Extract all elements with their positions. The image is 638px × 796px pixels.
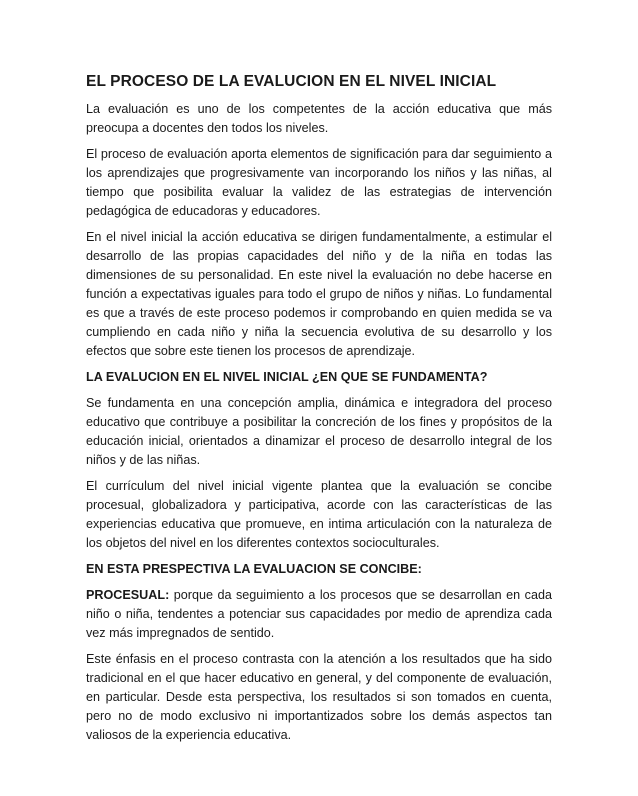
document-page	[86, 72, 552, 752]
paragraph-intro: La evaluación es uno de los competentes de la acción educativa que más preocupa a docentes den todos los niveles.	[86, 102, 552, 135]
paragraph-curriculum: El currículum del nivel inicial vigente plantea que la evaluación se concibe procesual, globalizadora y participativa, acorde con las características de las experiencias educativa que promueve, en intima articulación con la naturaleza de los objetos del nivel en los diferentes contextos socioculturales.	[86, 479, 552, 550]
paragraph-evaluation-process: El proceso de evaluación aporta elementos de significación para dar seguimiento a los aprendizajes que progresivamente van incorporando los niños y las niñas, al tiempo que posibilita evaluar la validez de las estrategias de intervención pedagógica de educadoras y educadores.	[86, 147, 552, 218]
paragraph-procesual	[86, 586, 552, 643]
section-heading-perspective: EN ESTA PRESPECTIVA LA EVALUACION SE CONCIBE:	[86, 562, 422, 576]
paragraph-initial-level: En el nivel inicial la acción educativa se dirigen fundamentalmente, a estimular el desarrollo de las propias capacidades del niño y de la niña en todas las dimensiones de su personalidad. En este nivel la evaluación no debe hacerse en función a expectativas iguales para todo el grupo de niños y niñas. Lo fundamental es que a través de este proceso podemos ir comprobando en quien medida se va cumpliendo en cada niño y niña la secuencia evolutiva de su desarrollo y los efectos que sobre este tienen los procesos de aprendizaje.	[86, 230, 552, 358]
paragraph-fundamentals: Se fundamenta en una concepción amplia, dinámica e integradora del proceso educativo que contribuye a posibilitar la concreción de los fines y propósitos de la educación inicial, orientados a dinamizar el proceso de desarrollo integral de los niños y de las niñas.	[86, 396, 552, 467]
paragraph-emphasis: Este énfasis en el proceso contrasta con la atención a los resultados que ha sido tradicional en el que hacer educativo en general, y del componente de evaluación, en particular. Desde esta perspectiva, los resultados si son tomados en cuenta, pero no de modo exclusivo ni importantizados sobre los demás aspectos tan valiosos de la experiencia educativa.	[86, 652, 552, 742]
procesual-body: porque da seguimiento a los procesos que se desarrollan en cada niño o niña, tendentes a potenciar sus capacidades por medio de aprendiza cada vez más impregnados de sentido.	[86, 588, 552, 640]
document-title: EL PROCESO DE LA EVALUCION EN EL NIVEL INICIAL	[86, 73, 497, 90]
procesual-lead: PROCESUAL:	[86, 588, 170, 602]
section-heading-fundamentals: LA EVALUCION EN EL NIVEL INICIAL ¿EN QUE SE FUNDAMENTA?	[86, 370, 488, 384]
